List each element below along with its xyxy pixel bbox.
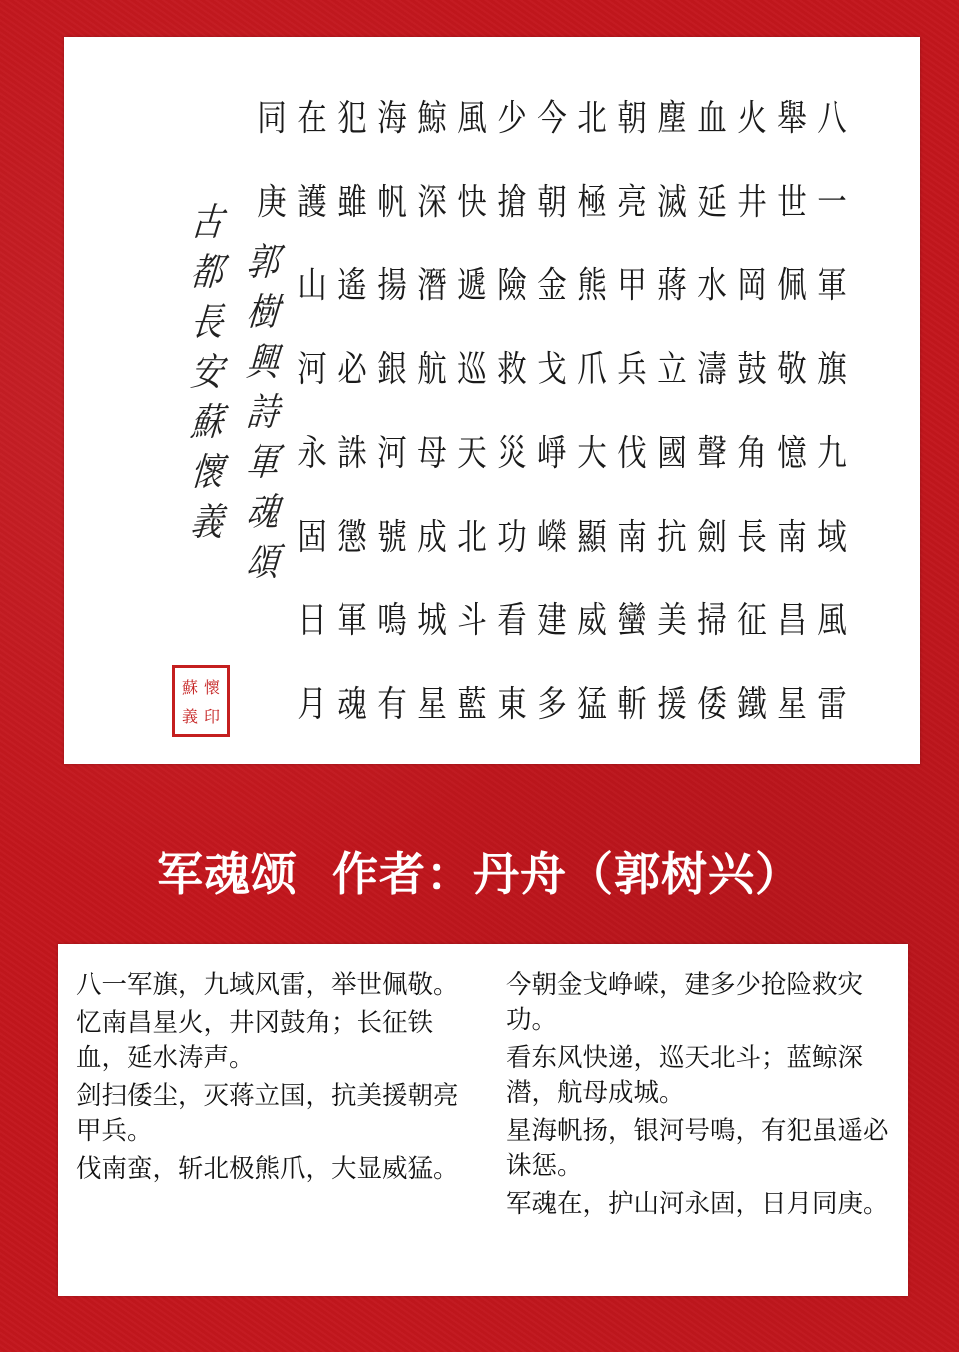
calligraphy-glyph: 母 [417, 432, 447, 474]
calligraphy-glyph: 救 [497, 349, 527, 391]
calligraphy-glyph: 斬 [617, 684, 647, 726]
poem-line: 伐南蛮，斩北极熊爪，大显威猛。 [76, 1154, 459, 1184]
poem-right-column [506, 968, 891, 1225]
poem-line: 今朝金戈峥嵘，建多少抢险救灾功。 [506, 970, 864, 1035]
calligraphy-glyph: 日 [297, 600, 327, 642]
calligraphy-glyph: 岡 [737, 265, 767, 307]
calligraphy-glyph: 星 [777, 684, 807, 726]
calligraphy-glyph: 風 [817, 600, 847, 642]
calligraphy-glyph: 亮 [617, 181, 647, 223]
calligraphy-glyph: 災 [497, 432, 527, 474]
calligraphy-glyph: 帆 [377, 181, 407, 223]
calligraphy-glyph: 征 [737, 600, 767, 642]
poem-line: 剑扫倭尘，灭蒋立国，抗美援朝亮甲兵。 [76, 1081, 459, 1146]
calligraphy-glyph: 海 [377, 97, 407, 139]
calligraphy-glyph: 敬 [777, 349, 807, 391]
inscription-glyph: 古 [188, 200, 226, 244]
calligraphy-glyph: 藍 [457, 684, 487, 726]
poem-line: 忆南昌星火，井冈鼓角；长征铁血，延水涛声。 [76, 1008, 434, 1073]
calligraphy-glyph: 巡 [457, 349, 487, 391]
calligraphy-glyph: 搶 [497, 181, 527, 223]
calligraphy-glyph: 威 [577, 600, 607, 642]
calligraphy-glyph: 北 [457, 516, 487, 558]
inscription-glyph: 長 [188, 300, 226, 344]
calligraphy-glyph: 朝 [537, 181, 567, 223]
calligraphy-glyph: 鼓 [737, 349, 767, 391]
calligraphy-glyph: 顯 [577, 516, 607, 558]
inscription-glyph: 郭 [244, 240, 282, 284]
calligraphy-glyph: 銀 [377, 349, 407, 391]
inscription-glyph: 蘇 [188, 400, 226, 444]
calligraphy-glyph: 懲 [337, 516, 367, 558]
calligraphy-glyph: 有 [377, 684, 407, 726]
inscription-glyph: 頌 [244, 540, 282, 584]
inscription-glyph: 興 [244, 340, 282, 384]
calligraphy-glyph: 角 [737, 432, 767, 474]
calligraphy-glyph: 北 [577, 97, 607, 139]
calligraphy-glyph: 大 [577, 432, 607, 474]
calligraphy-glyph: 同 [257, 97, 287, 139]
calligraphy-glyph: 金 [537, 265, 567, 307]
calligraphy-glyph: 少 [497, 97, 527, 139]
calligraphy-glyph: 極 [577, 181, 607, 223]
calligraphy-glyph: 南 [777, 516, 807, 558]
calligraphy-glyph: 鐵 [737, 684, 767, 726]
calligraphy-glyph: 九 [817, 432, 847, 474]
calligraphy-glyph: 伐 [617, 432, 647, 474]
calligraphy-glyph: 必 [337, 349, 367, 391]
calligraphy-glyph: 塵 [657, 97, 687, 139]
calligraphy-glyph: 域 [817, 516, 847, 558]
calligraphy-glyph: 風 [457, 97, 487, 139]
page-title: 军魂颂 作者：丹舟（郭树兴） [156, 847, 803, 901]
calligraphy-glyph: 兵 [617, 349, 647, 391]
calligraphy-glyph: 長 [737, 516, 767, 558]
seal-glyph: 印 [203, 707, 220, 726]
calligraphy-glyph: 旗 [817, 349, 847, 391]
calligraphy-glyph: 在 [297, 97, 327, 139]
calligraphy-glyph: 軍 [337, 600, 367, 642]
calligraphy-glyph: 固 [297, 516, 327, 558]
calligraphy-glyph: 舉 [777, 97, 807, 139]
calligraphy-glyph: 火 [737, 97, 767, 139]
calligraphy-glyph: 遙 [337, 265, 367, 307]
calligraphy-glyph: 月 [297, 684, 327, 726]
calligraphy-glyph: 鳴 [377, 600, 407, 642]
calligraphy-glyph: 快 [457, 181, 487, 223]
calligraphy-glyph: 佩 [777, 265, 807, 307]
calligraphy-glyph: 水 [697, 265, 727, 307]
calligraphy-artwork [64, 37, 920, 764]
calligraphy-glyph: 永 [297, 432, 327, 474]
calligraphy-glyph: 遞 [457, 265, 487, 307]
calligraphy-glyph: 城 [417, 600, 447, 642]
poem-text-panel [58, 944, 908, 1296]
calligraphy-glyph: 井 [737, 181, 767, 223]
inscription-glyph: 懷 [188, 450, 226, 494]
calligraphy-glyph: 憶 [777, 432, 807, 474]
calligraphy-glyph: 山 [297, 265, 327, 307]
calligraphy-glyph: 庚 [257, 181, 287, 223]
calligraphy-glyph: 功 [497, 516, 527, 558]
inscription-right [240, 237, 286, 587]
calligraphy-glyph: 險 [497, 265, 527, 307]
calligraphy-glyph: 鯨 [417, 97, 447, 139]
calligraphy-glyph: 南 [617, 516, 647, 558]
calligraphy-glyph: 昌 [777, 600, 807, 642]
calligraphy-glyph: 立 [657, 349, 687, 391]
poem-line: 看东风快递，巡天北斗；蓝鲸深潜，航母成城。 [506, 1043, 864, 1108]
calligraphy-glyph: 甲 [617, 265, 647, 307]
calligraphy-glyph: 抗 [657, 516, 687, 558]
calligraphy-glyph: 崢 [537, 432, 567, 474]
inscription-left [184, 197, 230, 547]
calligraphy-glyph: 天 [457, 432, 487, 474]
calligraphy-glyph: 魂 [337, 684, 367, 726]
calligraphy-glyph: 滅 [657, 181, 687, 223]
calligraphy-glyph: 星 [417, 684, 447, 726]
calligraphy-glyph: 一 [817, 181, 847, 223]
seal-glyph: 義 [181, 707, 198, 726]
seal-glyph: 蘇 [181, 678, 198, 697]
calligraphy-glyph: 戈 [537, 349, 567, 391]
inscription-glyph: 魂 [244, 490, 282, 534]
calligraphy-glyph: 河 [377, 432, 407, 474]
calligraphy-glyph: 看 [497, 600, 527, 642]
inscription-glyph: 樹 [244, 290, 282, 334]
calligraphy-glyph: 聲 [697, 432, 727, 474]
calligraphy-glyph: 河 [297, 349, 327, 391]
inscription-glyph: 安 [188, 350, 226, 394]
calligraphy-glyph: 斗 [457, 600, 487, 642]
calligraphy-glyph: 號 [377, 516, 407, 558]
calligraphy-glyph: 援 [657, 684, 687, 726]
seal-glyph: 懷 [203, 678, 220, 697]
calligraphy-glyph: 航 [417, 349, 447, 391]
calligraphy-glyph: 熊 [577, 265, 607, 307]
calligraphy-glyph: 世 [777, 181, 807, 223]
calligraphy-glyph: 蠻 [617, 600, 647, 642]
calligraphy-glyph: 建 [537, 600, 567, 642]
red-seal-stamp [172, 665, 230, 737]
calligraphy-glyph: 雖 [337, 181, 367, 223]
calligraphy-glyph: 揚 [377, 265, 407, 307]
calligraphy-column [243, 77, 301, 245]
inscription-glyph: 詩 [244, 390, 282, 434]
calligraphy-glyph: 劍 [697, 516, 727, 558]
calligraphy-glyph: 成 [417, 516, 447, 558]
calligraphy-glyph: 國 [657, 432, 687, 474]
calligraphy-glyph: 倭 [697, 684, 727, 726]
calligraphy-glyph: 爪 [577, 349, 607, 391]
calligraphy-glyph: 深 [417, 181, 447, 223]
calligraphy-glyph: 濤 [697, 349, 727, 391]
calligraphy-glyph: 多 [537, 684, 567, 726]
inscription-glyph: 軍 [244, 440, 282, 484]
calligraphy-glyph: 八 [817, 97, 847, 139]
calligraphy-glyph: 美 [657, 600, 687, 642]
calligraphy-glyph: 猛 [577, 684, 607, 726]
calligraphy-glyph: 潛 [417, 265, 447, 307]
calligraphy-columns [252, 77, 852, 747]
poem-line: 八一军旗，九域风雷，举世佩敬。 [76, 970, 459, 1000]
calligraphy-glyph: 蔣 [657, 265, 687, 307]
calligraphy-glyph: 犯 [337, 97, 367, 139]
calligraphy-glyph: 今 [537, 97, 567, 139]
calligraphy-glyph: 軍 [817, 265, 847, 307]
calligraphy-glyph: 東 [497, 684, 527, 726]
calligraphy-glyph: 朝 [617, 97, 647, 139]
calligraphy-glyph: 雷 [817, 684, 847, 726]
calligraphy-glyph: 誅 [337, 432, 367, 474]
calligraphy-glyph: 血 [697, 97, 727, 139]
calligraphy-glyph: 嶸 [537, 516, 567, 558]
poem-left-column [76, 968, 461, 1190]
inscription-glyph: 都 [188, 250, 226, 294]
calligraphy-glyph: 掃 [697, 600, 727, 642]
calligraphy-glyph: 延 [697, 181, 727, 223]
poem-line: 星海帆扬，银河号鳴，有犯虽遥必诛惩。 [506, 1116, 889, 1181]
calligraphy-glyph: 護 [297, 181, 327, 223]
inscription-glyph: 義 [188, 500, 226, 544]
poem-line: 军魂在，护山河永固，日月同庚。 [506, 1189, 889, 1219]
